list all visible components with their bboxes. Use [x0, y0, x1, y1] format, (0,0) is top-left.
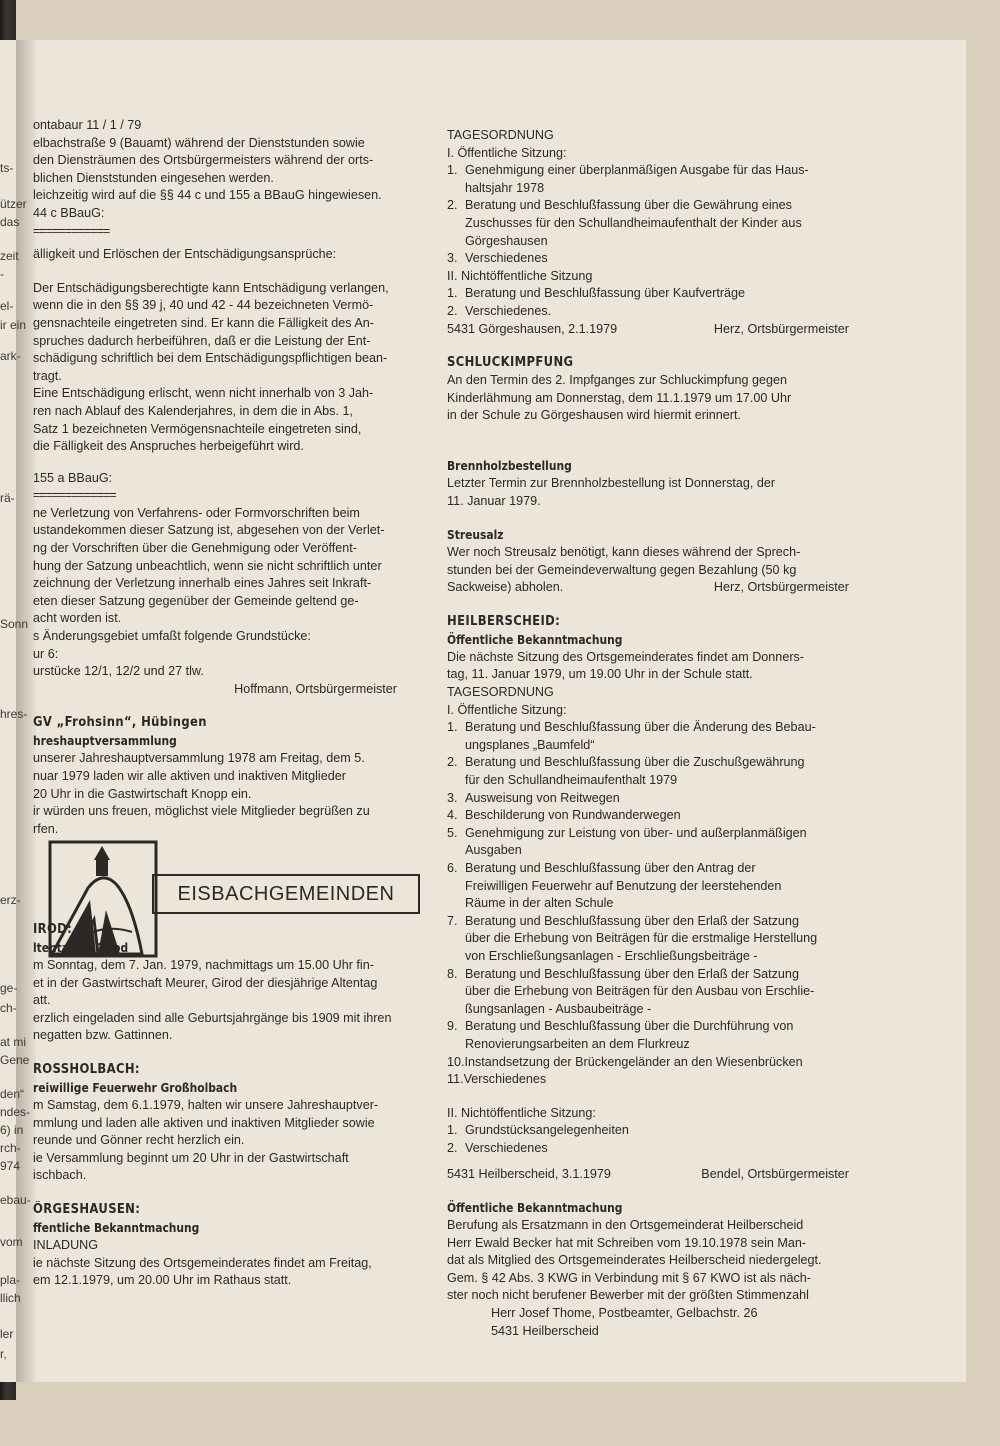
agenda-private-label: II. Nichtöffentliche Sitzung: [447, 268, 593, 283]
girod-subheading: ltentag in Girod: [33, 940, 129, 955]
agenda-item-text: für den Schullandheimaufenthalt 1979: [465, 773, 678, 788]
agenda-private-label: II. Nichtöffentliche Sitzung:: [447, 1105, 596, 1120]
agenda-item: [447, 1122, 867, 1140]
previous-page-text-fragment: rch-: [0, 1141, 21, 1155]
banner-title-box: [152, 874, 420, 914]
agenda-item-number: [447, 1001, 465, 1019]
text-line: INLADUNG: [33, 1237, 99, 1252]
agenda-item-text: Grundstücksangelegenheiten: [465, 1123, 629, 1138]
text-line: negatten bzw. Gattinnen.: [33, 1028, 173, 1043]
previous-page-text-fragment: ark-: [0, 349, 21, 363]
agenda-item-number: [447, 772, 465, 790]
agenda-item-number: [447, 842, 465, 860]
agenda-public-label: I. Öffentliche Sitzung:: [447, 702, 567, 717]
previous-page-text-fragment: ebau-: [0, 1193, 31, 1207]
agenda-item-number: 3.: [447, 790, 458, 805]
text-line: Berufung als Ersatzmann in den Ortsgemeinderat Heilberscheid: [447, 1218, 804, 1233]
agenda-item-text: Ausgaben: [465, 843, 522, 858]
agenda-item: [447, 790, 867, 808]
place-date-signature-row: [447, 1166, 867, 1184]
previous-page-text-fragment: den“: [0, 1087, 25, 1101]
previous-page-text-fragment: ndes-: [0, 1105, 31, 1119]
agenda-title: TAGESORDNUNG: [447, 128, 554, 142]
agenda-item: [447, 215, 867, 233]
right-column: [447, 127, 867, 1340]
text-line: wenn die in den §§ 39 j, 40 und 42 - 44 bezeichneten Vermö-: [33, 298, 374, 313]
left-column-lower: [33, 921, 437, 1290]
agenda-item-text: Beratung und Beschlußfassung über den Erlaß der Satzung: [465, 966, 799, 981]
agenda-item: [447, 754, 867, 772]
previous-page-text-fragment: hres-: [0, 707, 28, 721]
agenda-item-text: von Erschließungsanlagen - Erschließungsbeiträge -: [465, 948, 758, 963]
agenda-item-text: Genehmigung einer überplanmäßigen Ausgabe für das Haus-: [465, 163, 809, 178]
previous-page-text-fragment: erz-: [0, 893, 21, 907]
previous-page-text-fragment: el-: [0, 299, 14, 313]
agenda-item: [447, 983, 867, 1001]
text-line: Satz 1 bezeichneten Vermögensnachteile eingetreten sind,: [33, 421, 362, 436]
text-line: Die nächste Sitzung des Ortsgemeinderates findet am Donners-: [447, 649, 805, 664]
agenda-item-number: 1.: [447, 1123, 458, 1138]
text-line: ischbach.: [33, 1168, 87, 1183]
agenda-item-number: [447, 1036, 465, 1054]
agenda-item: [447, 807, 867, 825]
agenda-item-number: 2.: [447, 1140, 458, 1155]
agenda-item: [447, 250, 867, 268]
agenda-item-text: Beratung und Beschlußfassung über den Antrag der: [465, 861, 756, 875]
agenda-item: [447, 233, 867, 251]
text-line: eten dieser Satzung gegenüber der Gemeinde geltend ge-: [33, 593, 359, 608]
agenda-item: [447, 772, 867, 790]
left-column: [33, 117, 437, 838]
text-line: Herr Josef Thome, Postbeamter, Gelbachstr. 26: [491, 1306, 758, 1321]
agenda-item-number: 2.: [447, 303, 458, 318]
agenda-item: [447, 842, 867, 860]
signature: Hoffmann, Ortsbürgermeister: [234, 681, 397, 696]
agenda-item-number: [447, 233, 465, 251]
mgv-body: [33, 750, 437, 838]
agenda-item-number: [447, 215, 465, 233]
place-date: 5431 Heilberscheid, 3.1.1979: [447, 1166, 611, 1181]
text-line: mmlung und laden alle aktiven und inaktiven Mitglieder sowie: [33, 1115, 375, 1130]
previous-page-text-fragment: -: [0, 267, 4, 281]
text-line: ur 6:: [33, 646, 59, 661]
agenda-item-text: Beratung und Beschlußfassung über Kaufverträge: [465, 286, 746, 301]
text-line: den Diensträumen des Ortsbürgermeisters während der orts-: [33, 153, 374, 168]
grossholbach-heading: ROSSHOLBACH:: [33, 1061, 140, 1077]
agenda-item: [447, 1140, 867, 1158]
previous-page-fragments: [0, 115, 36, 1361]
text-line: die Fälligkeit des Anspruches herbeigeführt wird.: [33, 439, 304, 454]
agenda-title: TAGESORDNUNG: [447, 685, 554, 700]
goergeshausen-body: [33, 1237, 437, 1290]
agenda-item-number: 6.: [447, 861, 458, 875]
previous-page-text-fragment: 6) in: [0, 1123, 24, 1137]
agenda-public-label: I. Öffentliche Sitzung:: [447, 145, 567, 160]
previous-page-text-fragment: zeit: [0, 249, 19, 263]
mgv-subheading: hreshauptversammlung: [33, 733, 177, 749]
agenda-item-text: Verschiedenes: [465, 1140, 548, 1155]
goergeshausen-subheading: ffentliche Bekanntmachung: [33, 1219, 200, 1235]
agenda-item: [447, 930, 867, 948]
section-44c-body: [33, 280, 437, 456]
brennholz-body: [447, 475, 867, 510]
agenda-item-text: Verschiedenes.: [465, 303, 552, 318]
agenda-item: [447, 1018, 867, 1036]
previous-page-text-fragment: ge-: [0, 981, 18, 995]
agenda-item-text: Beratung und Beschlußfassung über die Zuschußgewährung: [465, 755, 805, 770]
agenda-list: [447, 719, 867, 1053]
agenda-item: [447, 825, 867, 843]
agenda-item-number: [447, 895, 465, 913]
agenda-item: [447, 895, 867, 913]
grossholbach-body: [33, 1097, 437, 1185]
agenda-item-number: 1.: [447, 720, 458, 735]
section-subtitle: älligkeit und Erlöschen der Entschädigungsansprüche:: [33, 247, 337, 262]
agenda-item: [447, 913, 867, 931]
agenda-item: [447, 285, 867, 303]
agenda-item: [447, 966, 867, 984]
agenda-item-number: 2.: [447, 755, 458, 770]
agenda-item-text: Görgeshausen: [465, 233, 548, 248]
signature: Herz, Ortsbürgermeister: [713, 580, 849, 595]
section-155a-body: [33, 505, 437, 699]
previous-page-text-fragment: rä-: [0, 491, 15, 505]
text-line: et in der Gastwirtschaft Meurer, Girod der diesjährige Altentag: [33, 975, 378, 990]
girod-heading: IROD:: [33, 922, 73, 937]
previous-page-text-fragment: pla-: [0, 1273, 21, 1287]
agenda-item-11: 11.Verschiedenes: [447, 1072, 547, 1087]
text-line: Wer noch Streusalz benötigt, kann dieses während der Sprech-: [447, 545, 801, 560]
signature: Bendel, Ortsbürgermeister: [701, 1166, 849, 1181]
section-underline: =============: [33, 488, 116, 503]
agenda-item: [447, 1036, 867, 1054]
text-line: blichen Dienststunden eingesehen werden.: [33, 170, 274, 185]
text-line: ie Versammlung beginnt um 20 Uhr in der Gastwirtschaft: [33, 1150, 349, 1165]
text-line: m Sonntag, dem 7. Jan. 1979, nachmittags um 15.00 Uhr fin-: [33, 958, 374, 972]
agenda-item-text: Zuschusses für den Schullandheimaufenthalt der Kinder aus: [465, 215, 802, 230]
place-date: 5431 Görgeshausen, 2.1.1979: [447, 321, 618, 336]
grossholbach-subheading: reiwillige Feuerwehr Großholbach: [33, 1079, 238, 1095]
text-line: dat als Mitglied des Ortsgemeinderates Heilberscheid niedergelegt.: [447, 1253, 822, 1268]
text-line: elbachstraße 9 (Bauamt) während der Dienststunden sowie: [33, 135, 365, 150]
text-line: in der Schule zu Görgeshausen wird hiermit erinnert.: [447, 408, 741, 423]
text-line: leichzeitig wird auf die §§ 44 c und 155 a BBauG hingewiesen.: [33, 188, 382, 203]
text-line: Kinderlähmung am Donnerstag, dem 11.1.1979 um 17.00 Uhr: [447, 390, 792, 405]
text-line: tag, 11. Januar 1979, um 19.00 Uhr in der Schule statt.: [447, 667, 753, 682]
text-line: 11. Januar 1979.: [447, 493, 541, 508]
text-line: 5431 Heilberscheid: [491, 1323, 599, 1338]
previous-page-text-fragment: ir ein: [0, 318, 27, 332]
text-line: em 12.1.1979, um 20.00 Uhr im Rathaus statt.: [33, 1273, 292, 1288]
agenda-item-number: 1.: [447, 286, 458, 301]
text-line: Letzter Termin zur Brennholzbestellung ist Donnerstag, der: [447, 475, 776, 490]
schluckimpfung-body: [447, 372, 867, 425]
agenda-item-text: Ausweisung von Reitwegen: [465, 790, 620, 805]
schluckimpfung-heading: SCHLUCKIMPFUNG: [447, 355, 574, 371]
text-line: gensnachteile eingetreten sind. Er kann die Fälligkeit des An-: [33, 315, 374, 330]
previous-page-text-fragment: ler: [0, 1327, 14, 1341]
agenda-item-number: 4.: [447, 808, 458, 823]
previous-page-text-fragment: vom: [0, 1235, 23, 1249]
agenda-item-text: haltsjahr 1978: [465, 180, 545, 195]
agenda-list: [447, 162, 867, 268]
text-line: urstücke 12/1, 12/2 und 27 tlw.: [33, 664, 204, 679]
text-line: 20 Uhr in die Gastwirtschaft Knopp ein.: [33, 786, 252, 801]
text-line: hung der Satzung unbeachtlich, wenn sie nicht schriftlich unter: [33, 558, 382, 573]
text-line: Eine Entschädigung erlischt, wenn nicht innerhalb von 3 Jah-: [33, 386, 374, 401]
agenda-item: [447, 878, 867, 896]
agenda-item-10: 10.Instandsetzung der Brückengeländer an den Wiesenbrücken: [447, 1054, 803, 1069]
agenda-item: [447, 303, 867, 321]
agenda-item-number: [447, 948, 465, 966]
previous-page-text-fragment: Gene: [0, 1053, 30, 1067]
agenda-item-text: ungsplanes „Baumfeld“: [465, 737, 595, 752]
banner-title: EISBACHGEMEINDEN: [177, 882, 395, 905]
previous-page-text-fragment: das: [0, 215, 20, 229]
section-title-155a: 155 a BBauG:: [33, 470, 113, 485]
agenda-item: [447, 162, 867, 180]
previous-page-text-fragment: at mi: [0, 1035, 27, 1049]
girod-body: [33, 957, 437, 1045]
agenda-item-number: 5.: [447, 825, 458, 840]
previous-page-text-fragment: ützer: [0, 197, 27, 211]
agenda-item: [447, 948, 867, 966]
text-line: reunde und Gönner recht herzlich ein.: [33, 1133, 245, 1148]
agenda-item-number: 9.: [447, 1019, 458, 1034]
agenda-item: [447, 860, 867, 878]
text-line: att.: [33, 993, 51, 1008]
text-line: m Samstag, dem 6.1.1979, halten wir unsere Jahreshauptver-: [33, 1097, 379, 1112]
previous-page-text-fragment: ch-: [0, 1001, 17, 1015]
text-line: ster noch nicht berufener Bewerber mit der größten Stimmenzahl: [447, 1288, 809, 1303]
text-line: erzlich eingeladen sind alle Geburtsjahrgänge bis 1909 mit ihren: [33, 1010, 392, 1025]
heilberscheid-heading: HEILBERSCHEID:: [447, 613, 561, 629]
agenda-item: [447, 180, 867, 198]
agenda-item-text: Genehmigung zur Leistung von über- und außerplanmäßigen: [465, 825, 807, 840]
agenda-item-number: 7.: [447, 913, 458, 928]
agenda-item-text: über die Erhebung von Beiträgen für den Ausbau von Erschlie-: [465, 984, 815, 999]
agenda-item-text: über die Erhebung von Beiträgen für die erstmalige Herstellung: [465, 931, 818, 946]
text-line: schädigung schriftlich bei dem Entschädigungspflichtigen bean-: [33, 351, 388, 366]
text-line: ng der Vorschriften über die Genehmigung oder Veröffent-: [33, 541, 357, 556]
text-line: zeichnung der Verletzung innerhalb eines Jahres seit Inkraft-: [33, 576, 372, 591]
text-line: Gem. § 42 Abs. 3 KWG in Verbindung mit § 67 KWO ist als näch-: [447, 1270, 811, 1285]
text-line: Der Entschädigungsberechtigte kann Entschädigung verlangen,: [33, 280, 389, 295]
place-date-signature-row: [447, 321, 867, 339]
previous-page-text-fragment: ts-: [0, 161, 14, 175]
agenda-item: [447, 719, 867, 737]
agenda-item-number: 2.: [447, 198, 458, 213]
intro-notice: [33, 117, 437, 205]
agenda-item-number: [447, 737, 465, 755]
agenda-item-text: Beratung und Beschlußfassung über die Durchführung von: [465, 1019, 794, 1034]
agenda-item-text: Räume in der alten Schule: [465, 896, 614, 911]
agenda-item: [447, 1001, 867, 1019]
section-underline: ============: [33, 223, 110, 238]
text-line: rfen.: [33, 821, 59, 836]
goergeshausen-heading: ÖRGESHAUSEN:: [33, 1201, 141, 1217]
agenda-private-list: [447, 1122, 867, 1157]
text-line: An den Termin des 2. Impfganges zur Schluckimpfung gegen: [447, 373, 787, 388]
agenda-item: [447, 197, 867, 215]
text-line: ir würden uns freuen, möglichst viele Mitglieder begrüßen zu: [33, 804, 370, 819]
text-line: unserer Jahreshauptversammlung 1978 am Freitag, dem 5.: [33, 751, 365, 766]
previous-page-text-fragment: 974: [0, 1159, 21, 1173]
agenda-private-list: [447, 285, 867, 320]
agenda-item-text: Beratung und Beschlußfassung über die Gewährung eines: [465, 198, 792, 213]
berufung-heading: Öffentliche Bekanntmachung: [447, 1200, 623, 1216]
agenda-item-text: Beratung und Beschlußfassung über die Änderung des Bebau-: [465, 720, 816, 735]
agenda-item-text: Renovierungsarbeiten an dem Flurkreuz: [465, 1036, 690, 1051]
agenda-item-number: [447, 180, 465, 198]
text-line: [447, 579, 867, 597]
mgv-heading: GV „Frohsinn“, Hübingen: [33, 715, 207, 731]
text-line: ren nach Ablauf des Kalenderjahres, in dem die in Abs. 1,: [33, 403, 353, 418]
text-line: ustandekommen dieser Satzung ist, abgesehen von der Verlet-: [33, 523, 385, 538]
agenda-item: [447, 737, 867, 755]
signature: Herz, Ortsbürgermeister: [713, 321, 849, 336]
previous-page-text-fragment: llich: [0, 1291, 21, 1305]
heilberscheid-subheading: Öffentliche Bekanntmachung: [447, 631, 623, 647]
berufung-body: [447, 1217, 867, 1340]
brennholz-heading: Brennholzbestellung: [447, 457, 572, 473]
previous-page-text-fragment: r,: [0, 1347, 7, 1361]
text-line: stunden bei der Gemeindeverwaltung gegen Bezahlung (50 kg: [447, 562, 797, 577]
agenda-item-text: Beratung und Beschlußfassung über den Erlaß der Satzung: [465, 913, 799, 928]
text-line: tragt.: [33, 368, 62, 383]
agenda-item-text: Freiwilligen Feuerwehr auf Benutzung der leerstehenden: [465, 878, 782, 893]
agenda-item-number: 8.: [447, 966, 458, 981]
text-fragment: Sackweise) abholen.: [447, 580, 564, 595]
text-line: ie nächste Sitzung des Ortsgemeinderates findet am Freitag,: [33, 1255, 372, 1270]
streusalz-body: [447, 544, 867, 597]
text-line: ne Verletzung von Verfahrens- oder Formvorschriften beim: [33, 505, 360, 520]
agenda-item-text: Beschilderung von Rundwanderwegen: [465, 808, 681, 823]
text-line: nuar 1979 laden wir alle aktiven und inaktiven Mitglieder: [33, 769, 346, 783]
text-line: s Änderungsgebiet umfaßt folgende Grundstücke:: [33, 629, 311, 644]
newspaper-page: [0, 40, 966, 1382]
agenda-item-number: 1.: [447, 163, 458, 178]
section-title-44c: 44 c BBauG:: [33, 205, 105, 220]
agenda-item-text: ßungsanlagen - Ausbaubeiträge -: [465, 1001, 652, 1016]
previous-page-text-fragment: Sonn: [0, 617, 29, 631]
agenda-item-text: Verschiedenes: [465, 251, 548, 266]
agenda-item-number: [447, 983, 465, 1001]
agenda-item-number: [447, 878, 465, 896]
text-line: spruches dadurch herbeiführen, daß er die Leistung der Ent-: [33, 333, 371, 348]
agenda-item-number: [447, 930, 465, 948]
text-line: Herr Ewald Becker hat mit Schreiben vom 19.10.1978 sein Man-: [447, 1235, 807, 1250]
text-line: acht worden ist.: [33, 611, 122, 626]
agenda-item-number: 3.: [447, 251, 458, 266]
text-line: ontabaur 11 / 1 / 79: [33, 118, 142, 132]
streusalz-heading: Streusalz: [447, 527, 504, 543]
